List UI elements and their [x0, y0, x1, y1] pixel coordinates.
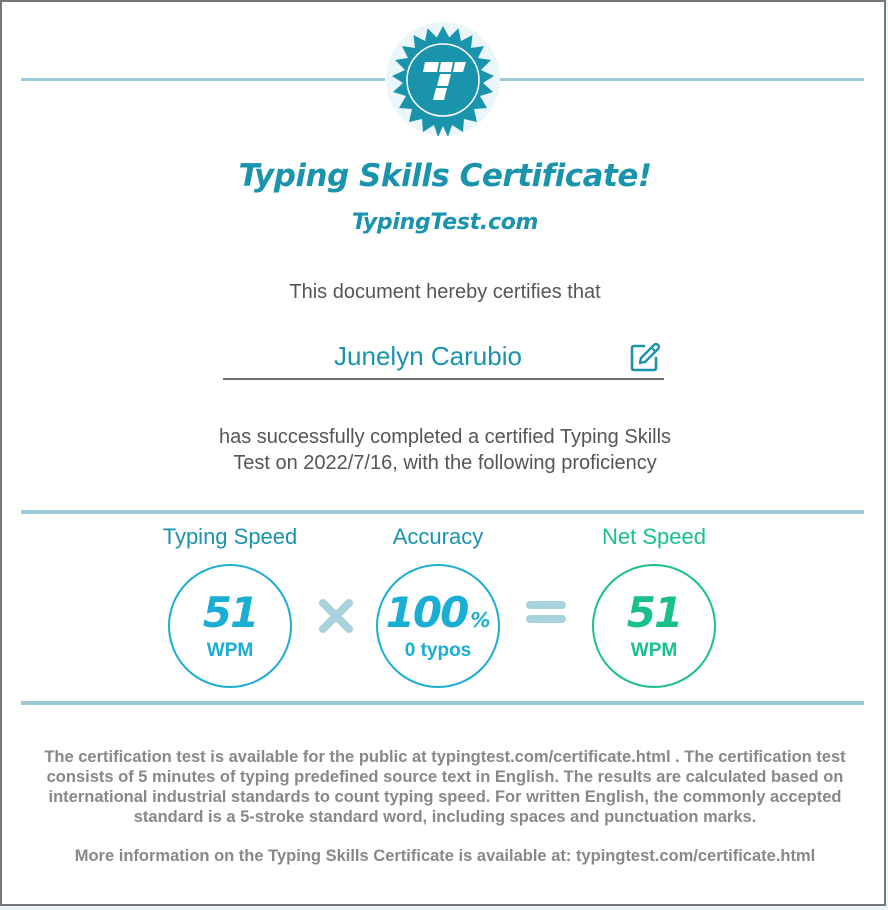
header-divider-left — [21, 78, 385, 81]
typing-speed-value: 51 — [202, 588, 258, 637]
stats-divider-bottom — [21, 701, 864, 705]
multiply-icon — [318, 598, 354, 634]
footer-line: The certification test is available for the public at typingtest.com/certificate.html . The certification test — [44, 748, 846, 766]
stats-divider-top — [21, 510, 864, 514]
footer-line: consists of 5 minutes of typing predefined source text in English. The results are calculated based on — [46, 768, 844, 786]
net-speed-value: 51 — [626, 588, 682, 637]
completion-line-2: Test on 2022/7/16, with the following proficiency — [233, 452, 657, 474]
footer-description — [22, 747, 868, 827]
completion-line-1: has successfully completed a certified Typing Skills — [218, 426, 672, 448]
typing-speed-label: Typing Speed — [162, 524, 298, 549]
edit-pencil-icon[interactable] — [630, 342, 660, 372]
equals-icon — [524, 599, 568, 627]
recipient-name[interactable]: Junelyn Carubio — [334, 341, 522, 371]
accuracy-circle — [376, 564, 500, 688]
net-speed-label: Net Speed — [602, 524, 706, 549]
accuracy-value-wrap — [378, 588, 498, 637]
typing-speed-circle — [168, 564, 292, 688]
header-divider-right — [499, 78, 864, 81]
accuracy-percent: % — [470, 608, 491, 632]
net-speed-unit: WPM — [630, 640, 678, 661]
typing-speed-unit: WPM — [206, 640, 254, 661]
site-name: TypingTest.com — [351, 210, 539, 235]
accuracy-typos: 0 typos — [404, 640, 472, 661]
net-speed-circle — [592, 564, 716, 688]
accuracy-value: 100 — [385, 588, 468, 637]
intro-text: This document hereby certifies that — [289, 281, 601, 303]
more-info-text: More information on the Typing Skills Certificate is available at: typingtest.com/certificate.html — [74, 847, 816, 865]
footer-line: standard is a 5-stroke standard word, including spaces and punctuation marks. — [133, 808, 757, 826]
typingtest-badge-icon — [386, 22, 500, 136]
footer-line: international industrial standards to count typing speed. For written English, the commonly accepted — [48, 788, 842, 806]
certificate-title: Typing Skills Certificate! — [238, 158, 652, 194]
name-field[interactable] — [223, 338, 664, 380]
accuracy-label: Accuracy — [392, 524, 484, 549]
